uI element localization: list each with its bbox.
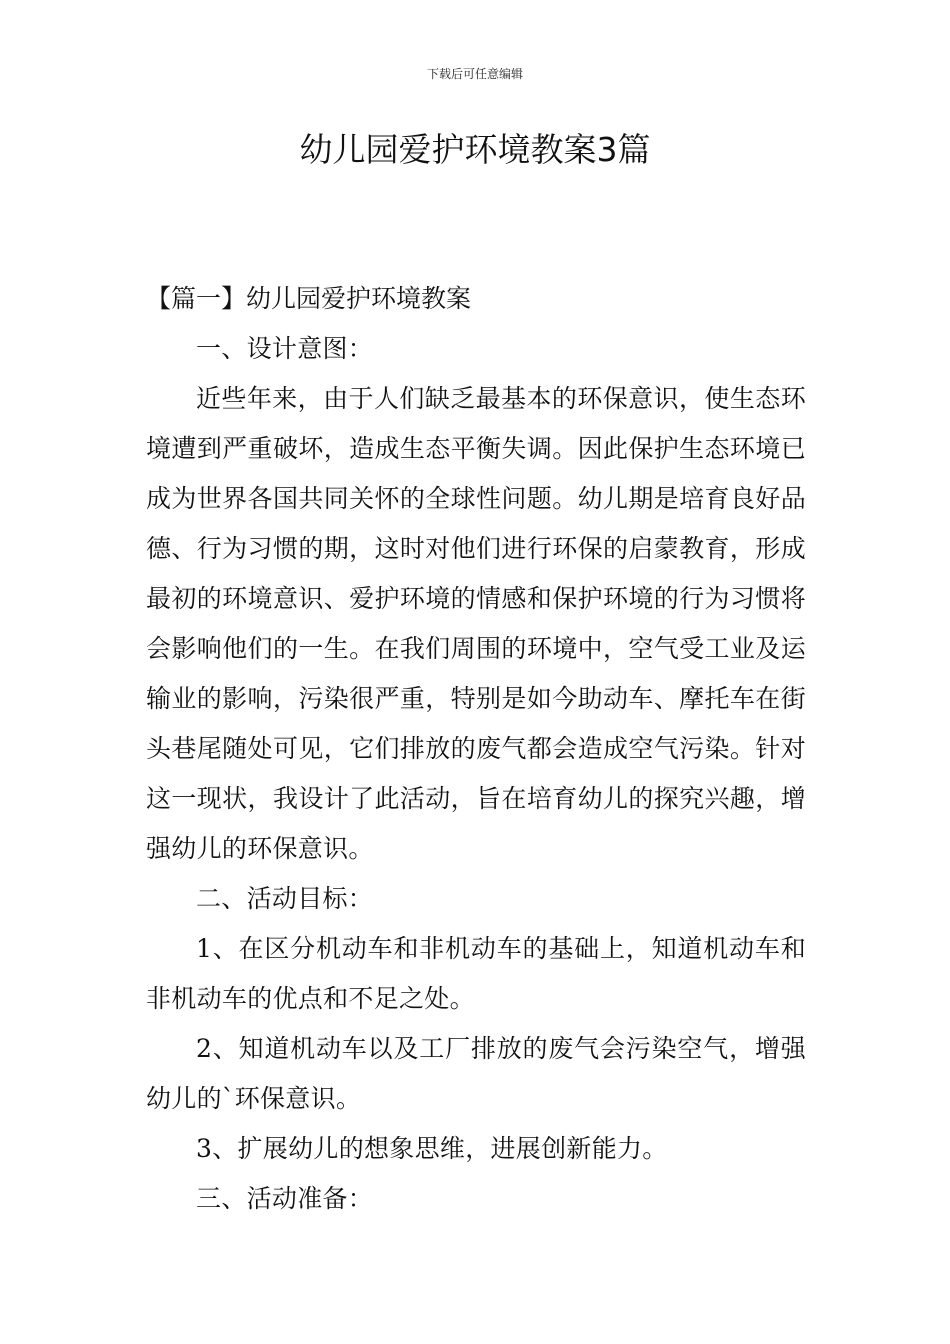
paragraph-design-intent: 近些年来，由于人们缺乏最基本的环保意识，使生态环境遭到严重破坏，造成生态平衡失调。因此保护生态环境已成为世界各国共同关怀的全球性问题。幼儿期是培育良好品德、行为习惯的期，这时对他们进行环保的启蒙教育，形成最初的环境意识、爱护环境的情感和保护环境的行为习惯将会影响他们的一生。在我们周围的环境中，空气受工业及运输业的影响，污染很严重，特别是如今助动车、摩托车在街头巷尾随处可见，它们排放的废气都会造成空气污染。针对这一现状，我设计了此活动，旨在培育幼儿的探究兴趣，增强幼儿的环保意识。 <box>146 384 806 863</box>
document-body <box>146 274 806 1224</box>
heading-design-intent: 一、设计意图： <box>196 334 374 363</box>
heading-activity-preparation: 三、活动准备： <box>196 1184 374 1213</box>
section-heading: 【篇一】幼儿园爱护环境教案 <box>146 284 472 313</box>
header-note: 下载后可任意编辑 <box>426 67 523 81</box>
goal-item-1: 1、在区分机动车和非机动车的基础上，知道机动车和非机动车的优点和不足之处。 <box>146 934 806 1013</box>
document-title: 幼儿园爱护环境教案3篇 <box>299 130 651 169</box>
goal-item-2: 2、知道机动车以及工厂排放的废气会污染空气，增强幼儿的`环保意识。 <box>146 1034 806 1113</box>
goal-item-3: 3、扩展幼儿的想象思维，进展创新能力。 <box>196 1134 668 1163</box>
heading-activity-goals: 二、活动目标： <box>196 884 374 913</box>
